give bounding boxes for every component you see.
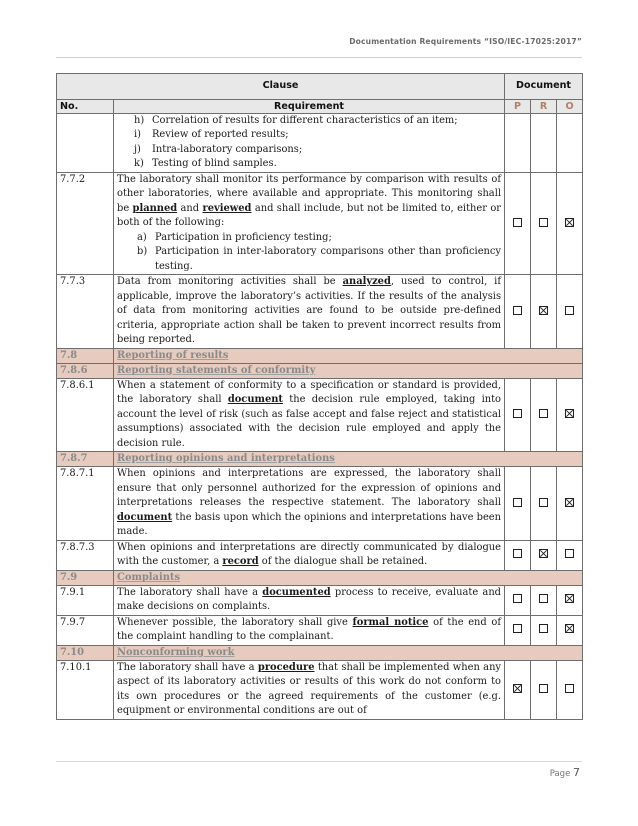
section-title: Reporting of results (114, 348, 583, 363)
section-row (57, 348, 583, 363)
o-checkbox[interactable] (565, 306, 574, 315)
section-number: 7.9 (57, 570, 114, 585)
o-checkbox[interactable] (565, 624, 574, 633)
footer-divider (56, 761, 582, 762)
table-row (57, 378, 583, 452)
keyword: analyzed (342, 276, 391, 288)
table-row (57, 275, 583, 349)
requirement-text: When a statement of conformity to a specification or standard is provided, the laboratory shall document the decision rule employed, taking into account the level of risk (such as false accept and false reject and statistical assumptions) associated with the decision rule employed and apply the decision rule. (114, 378, 505, 452)
r-checkbox[interactable] (539, 409, 548, 418)
clause-number: 7.7.3 (57, 275, 114, 349)
clause-header: Clause (57, 74, 505, 100)
page-number: 7 (573, 766, 580, 779)
list-item: b) Participation in inter-laboratory comparisons other than proficiency testing. (137, 246, 502, 272)
document-header: Document (505, 74, 583, 100)
page-footer (550, 766, 580, 779)
keyword: document (117, 511, 173, 523)
clause-number: 7.8.6.1 (57, 378, 114, 452)
requirement-text: Whenever possible, the laboratory shall give formal notice of the end of the complaint handling to the complainant. (114, 615, 505, 645)
p-checkbox[interactable] (513, 624, 522, 633)
clause-number: 7.8.7.3 (57, 540, 114, 570)
p-checkbox[interactable] (513, 218, 522, 227)
p-column-header: P (505, 100, 531, 114)
section-row (57, 645, 583, 660)
p-checkbox[interactable] (513, 684, 522, 693)
table-row-continuation (57, 114, 583, 173)
keyword: documented (262, 586, 331, 598)
requirement-text: The laboratory shall have a procedure that shall be implemented when any aspect of its laboratory activities or results of this work do not conform to its own procedures or the agreed requirements of the customer (e.g. equipment or environmental conditions are out of (114, 660, 505, 719)
clause-number (57, 114, 114, 173)
table-row (57, 660, 583, 719)
r-checkbox[interactable] (539, 594, 548, 603)
section-row (57, 452, 583, 467)
header-divider (56, 57, 582, 58)
section-title: Complaints (114, 570, 583, 585)
list-item: k) Testing of blind samples. (134, 158, 277, 170)
no-column-header: No. (57, 100, 114, 114)
section-title: Reporting opinions and interpretations (114, 452, 583, 467)
p-checkbox[interactable] (513, 594, 522, 603)
o-checkbox[interactable] (565, 498, 574, 507)
o-checkbox[interactable] (565, 218, 574, 227)
r-column-header: R (531, 100, 557, 114)
requirement-text: When opinions and interpretations are directly communicated by dialogue with the customer, a record of the dialogue shall be retained. (114, 540, 505, 570)
requirement-text: Data from monitoring activities shall be analyzed, used to control, if applicable, improve the laboratory’s activities. If the results of the analysis of data from monitoring activities are found to be outside pre-defined criteria, appropriate action shall be taken to prevent incorrect results from being reported. (114, 275, 505, 349)
section-row (57, 570, 583, 585)
o-column-header: O (557, 100, 583, 114)
requirement-text: The laboratory shall have a documented process to receive, evaluate and make decisions on complaints. (114, 585, 505, 615)
keyword: planned (132, 202, 178, 214)
r-checkbox[interactable] (539, 498, 548, 507)
clause-number: 7.8.7.1 (57, 467, 114, 541)
section-number: 7.8 (57, 348, 114, 363)
requirement-column-header: Requirement (114, 100, 505, 114)
o-checkbox[interactable] (565, 549, 574, 558)
section-title: Reporting statements of conformity (114, 363, 583, 378)
table-row (57, 585, 583, 615)
sub-item-list (117, 231, 501, 275)
clause-number: 7.9.7 (57, 615, 114, 645)
o-checkbox[interactable] (565, 594, 574, 603)
p-checkbox[interactable] (513, 409, 522, 418)
keyword: reviewed (202, 202, 252, 214)
running-header: Documentation Requirements “ISO/IEC-17025:2017” (349, 37, 582, 46)
list-item: i) Review of reported results; (134, 129, 289, 141)
keyword: formal notice (352, 616, 429, 628)
o-checkbox[interactable] (565, 409, 574, 418)
clause-number: 7.10.1 (57, 660, 114, 719)
continued-item-list (117, 114, 501, 172)
requirement-text: The laboratory shall monitor its performance by comparison with results of other laboratories, where available and appropriate. This monitoring shall be planned and reviewed and shall include, but not be limited to, either or both of the following: a) Participation in proficiency testing; b) Participation in inter-laboratory comparisons other than proficiency testing. (114, 172, 505, 275)
section-number: 7.8.6 (57, 363, 114, 378)
page-label: Page (549, 769, 571, 779)
p-checkbox[interactable] (513, 306, 522, 315)
r-checkbox[interactable] (539, 306, 548, 315)
table-row (57, 172, 583, 275)
clause-number: 7.9.1 (57, 585, 114, 615)
p-checkbox[interactable] (513, 498, 522, 507)
keyword: procedure (257, 661, 315, 673)
r-checkbox[interactable] (539, 684, 548, 693)
p-checkbox[interactable] (513, 549, 522, 558)
table-row (57, 467, 583, 541)
table-row (57, 540, 583, 570)
section-number: 7.10 (57, 645, 114, 660)
section-row (57, 363, 583, 378)
clause-number: 7.7.2 (57, 172, 114, 275)
table-row (57, 615, 583, 645)
r-checkbox[interactable] (539, 624, 548, 633)
list-item: a) Participation in proficiency testing; (137, 231, 332, 243)
list-item: h) Correlation of results for different characteristics of an item; (134, 115, 458, 126)
section-number: 7.8.7 (57, 452, 114, 467)
section-title: Nonconforming work (114, 645, 583, 660)
documentation-requirements-table (56, 73, 583, 720)
keyword: record (222, 556, 259, 568)
list-item: j) Intra-laboratory comparisons; (134, 143, 303, 155)
r-checkbox[interactable] (539, 218, 548, 227)
r-checkbox[interactable] (539, 549, 548, 558)
o-checkbox[interactable] (565, 684, 574, 693)
requirement-text: When opinions and interpretations are expressed, the laboratory shall ensure that only personnel authorized for the expression of opinions and interpretations releases the respective statement. The laboratory shall document the basis upon which the opinions and interpretations have been made. (114, 467, 505, 541)
keyword: document (227, 394, 283, 406)
